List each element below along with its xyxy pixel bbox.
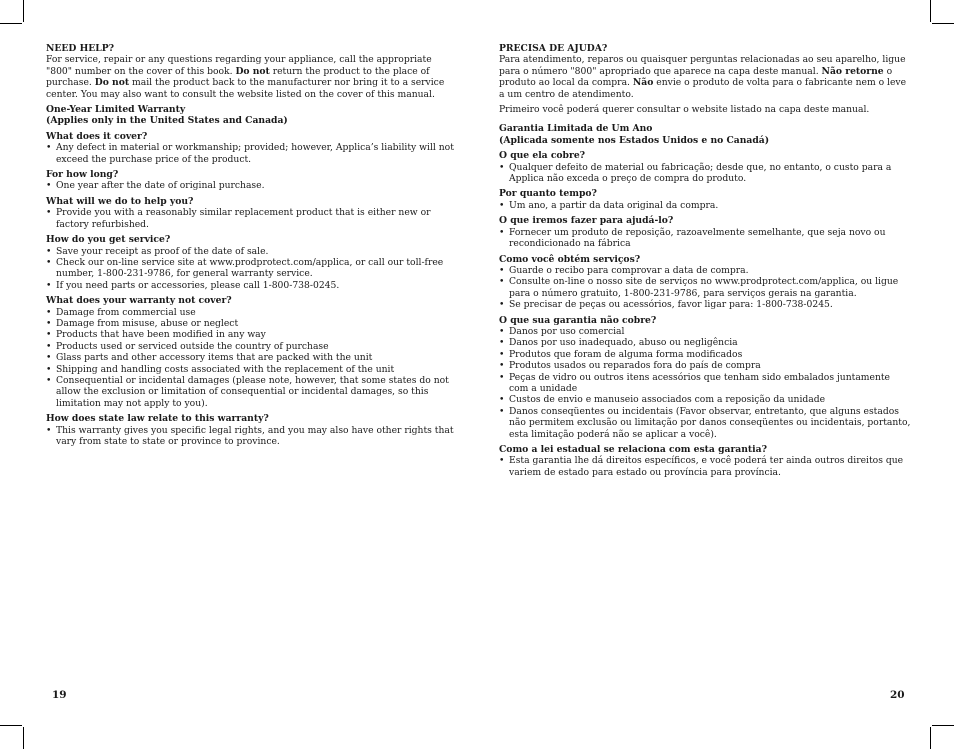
bullet-item: • Damage from misuse, abuse or neglect (46, 318, 460, 329)
bullet-item: • Products that have been modified in any way (46, 329, 460, 340)
bullet-list (499, 227, 911, 250)
warranty-sections (499, 150, 911, 478)
bullet-list (46, 142, 460, 165)
bullet-item: • Check our on-line service site at www.prodprotect.com/applica, or call our toll-free number, 1-800-231-9786, for general warranty service. (46, 257, 460, 280)
bullet-item: • Produtos usados ou reparados fora do país de compra (499, 360, 911, 371)
need-help-emphasis: Do not (235, 65, 270, 77)
crop-mark (930, 727, 931, 749)
need-help-extra: Primeiro você poderá querer consultar o website listado na capa deste manual. (499, 104, 870, 116)
bullet-item: • Consequential or incidental damages (please note, however, that some states do not allow the exclusion or limitation of consequential or incidental damages, so this limitation may not apply to you). (46, 375, 460, 409)
need-help-text: o produto ao local da compra. (499, 65, 893, 89)
section-heading: How does state law relate to this warranty? (46, 413, 269, 425)
need-help-paragraph (46, 54, 460, 100)
bullet-item: • This warranty gives you specific legal rights, and you may also have other rights that vary from state to state or province to province. (46, 425, 460, 448)
bullet-list (46, 425, 460, 448)
bullet-item: • One year after the date of original purchase. (46, 180, 460, 191)
crop-mark (23, 0, 24, 22)
bullet-list (499, 455, 911, 478)
bullet-item: • Um ano, a partir da data original da compra. (499, 200, 911, 211)
bullet-item: • Damage from commercial use (46, 307, 460, 318)
section-heading: Como você obtém serviços? (499, 253, 641, 265)
bullet-item: • Any defect in material or workmanship; provided; however, Applica’s liability will not exceed the purchase price of the product. (46, 142, 460, 165)
bullet-item: • Consulte on-line o nosso site de serviços no www.prodprotect.com/applica, ou ligue para o número gratuito, 1-800-231-9786, para serviços gerais na garantia. (499, 276, 911, 299)
section-heading: What does your warranty not cover? (46, 295, 232, 307)
bullet-item: • Custos de envio e manuseio associados com a reposição da unidade (499, 394, 911, 405)
section-heading: O que iremos fazer para ajudá-lo? (499, 215, 674, 227)
section-heading: O que sua garantia não cobre? (499, 314, 657, 326)
bullet-list (46, 207, 460, 230)
section-heading: O que ela cobre? (499, 150, 586, 162)
bullet-item: • Produtos que foram de alguma forma modificados (499, 349, 911, 360)
bullet-list (46, 307, 460, 410)
page-number: 20 (890, 689, 905, 701)
warranty-title: One-Year Limited Warranty (46, 104, 186, 116)
section-heading: What does it cover? (46, 130, 148, 142)
bullet-item: • Glass parts and other accessory items that are packed with the unit (46, 352, 460, 363)
need-help-emphasis: Não (632, 77, 654, 89)
bullet-item: • Danos conseqüentes ou incidentais (Favor observar, entretanto, que alguns estados não permitem exclusão ou limitação por danos conseqüentes ou incidentais, portanto, esta limitação poderá não se aplicar a você). (499, 406, 911, 440)
need-help-heading: PRECISA DE AJUDA? (499, 43, 608, 54)
crop-mark (930, 0, 931, 22)
bullet-item: • Products used or serviced outside the country of purchase (46, 341, 460, 352)
page-right-portuguese (499, 43, 911, 478)
need-help-text: Para atendimento, reparos ou quaisquer perguntas relacionadas ao seu aparelho, ligue para o número "800" apropriado que aparece na capa deste manual. (499, 54, 906, 77)
need-help-emphasis: Não retorne (821, 65, 884, 77)
need-help-heading: NEED HELP? (46, 43, 115, 54)
warranty-title: Garantia Limitada de Um Ano (499, 123, 653, 135)
section-heading: Por quanto tempo? (499, 188, 597, 200)
section-heading: For how long? (46, 169, 119, 181)
bullet-item: • Esta garantia lhe dá direitos específicos, e você poderá ter ainda outros direitos que variem de estado para estado ou província para província. (499, 455, 911, 478)
bullet-list (499, 200, 911, 211)
warranty-subtitle: (Applies only in the United States and Canada) (46, 115, 288, 127)
page-left-english (46, 43, 460, 447)
warranty-sections (46, 131, 460, 448)
bullet-item: • Guarde o recibo para comprovar a data de compra. (499, 265, 911, 276)
bullet-item: • Fornecer um produto de reposição, razoavelmente semelhante, que seja novo ou recondicionado na fábrica (499, 227, 911, 250)
crop-mark (0, 725, 22, 726)
crop-mark (932, 725, 954, 726)
bullet-item: • Danos por uso inadequado, abuso ou negligência (499, 337, 911, 348)
bullet-list (499, 265, 911, 311)
need-help-text: return the product to the place of purchase. (46, 65, 430, 89)
crop-mark (0, 23, 22, 24)
bullet-item: • Provide you with a reasonably similar replacement product that is either new or factory refurbished. (46, 207, 460, 230)
bullet-item: • Save your receipt as proof of the date of sale. (46, 246, 460, 257)
need-help-text: envie o produto de volta para o fabricante nem o leve a um centro de atendimento. (499, 77, 907, 100)
section-heading: Como a lei estadual se relaciona com esta garantia? (499, 444, 767, 455)
bullet-list (46, 246, 460, 292)
warranty-subtitle: (Aplicada somente nos Estados Unidos e no Canadá) (499, 134, 770, 146)
bullet-item: • Se precisar de peças ou acessórios, favor ligar para: 1-800-738-0245. (499, 299, 911, 310)
bullet-list (46, 180, 460, 191)
crop-mark (932, 23, 954, 24)
page-number: 19 (52, 689, 67, 701)
bullet-list (499, 326, 911, 440)
bullet-item: • Danos por uso comercial (499, 326, 911, 337)
crop-mark (23, 727, 24, 749)
need-help-paragraph (499, 54, 911, 100)
bullet-item: • Peças de vidro ou outros itens acessórios que tenham sido embalados juntamente com a unidade (499, 372, 911, 395)
section-heading: How do you get service? (46, 234, 171, 246)
need-help-emphasis: Do not (94, 77, 130, 89)
need-help-text: For service, repair or any questions regarding your appliance, call the appropriate "800" number on the cover of this book. (46, 54, 432, 77)
bullet-item: • Shipping and handling costs associated with the replacement of the unit (46, 364, 460, 375)
need-help-text: mail the product back to the manufacturer nor bring it to a service center. You may also want to consult the website listed on the cover of this manual. (46, 77, 445, 100)
bullet-item: • Qualquer defeito de material ou fabricação; desde que, no entanto, o custo para a Applica não exceda o preço de compra do produto. (499, 162, 911, 185)
bullet-item: • If you need parts or accessories, please call 1-800-738-0245. (46, 280, 460, 291)
section-heading: What will we do to help you? (46, 195, 194, 207)
bullet-list (499, 162, 911, 185)
